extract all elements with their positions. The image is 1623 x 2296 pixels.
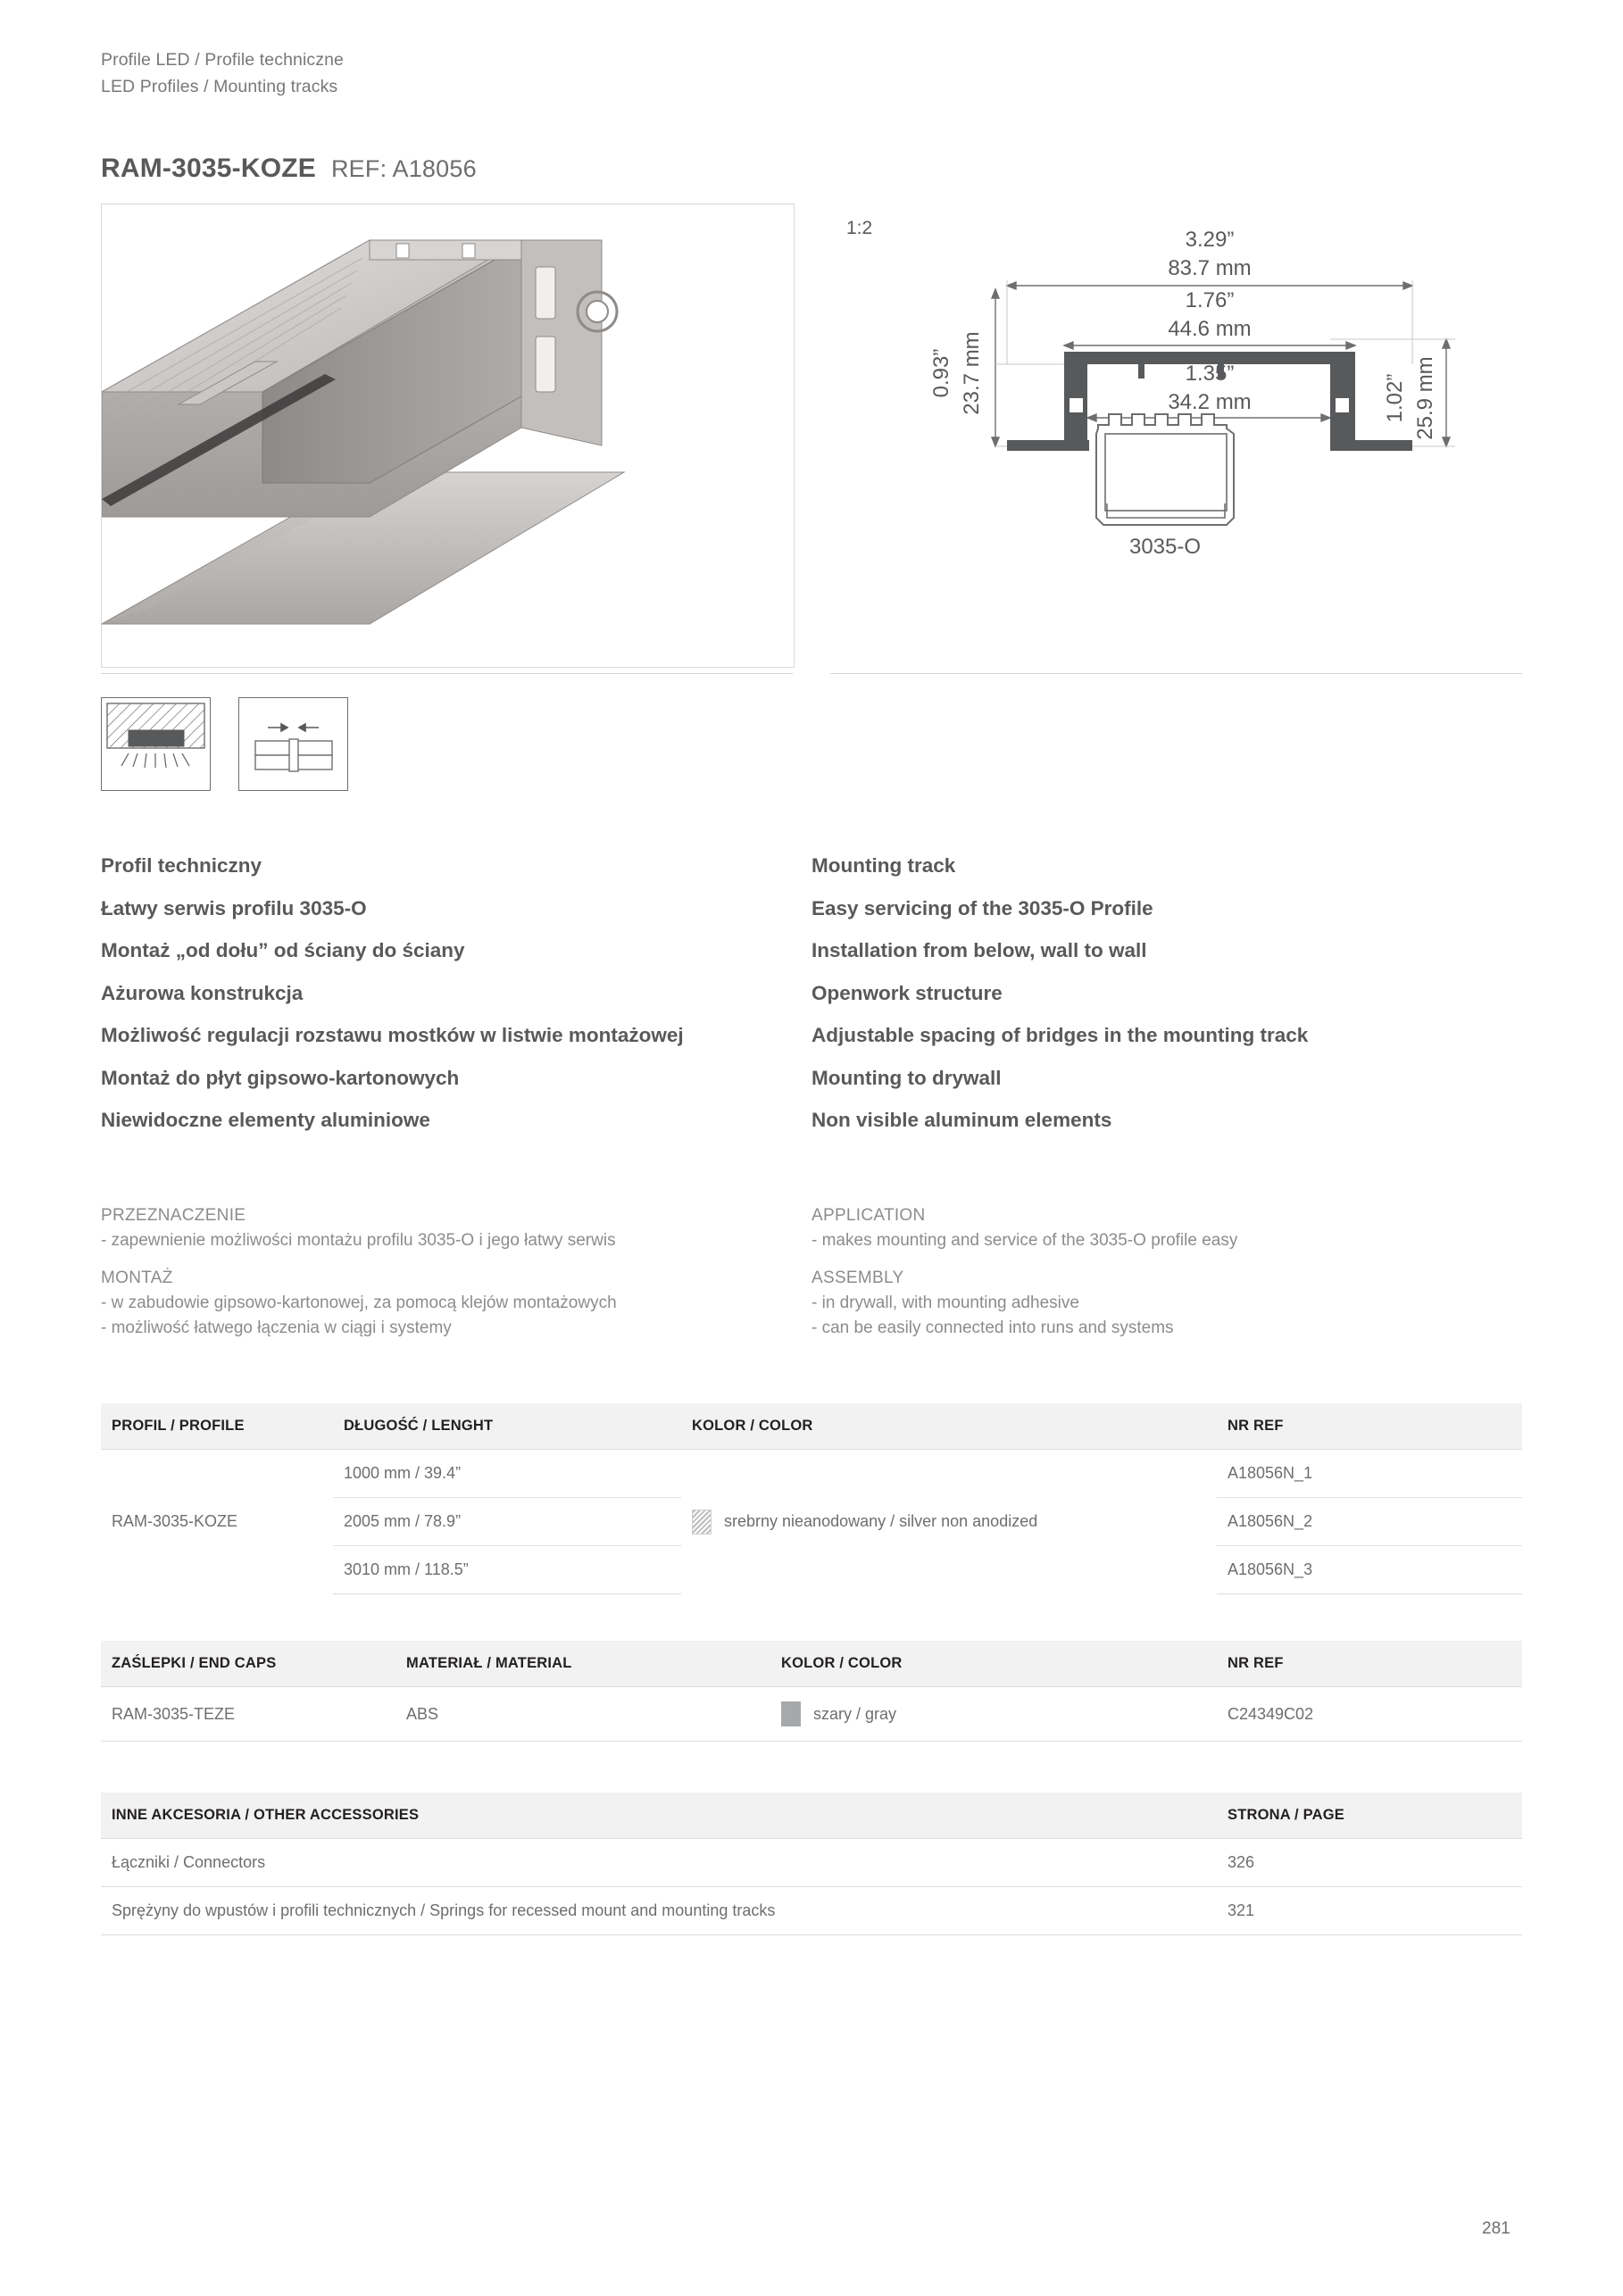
cell-endcap-name: RAM-3035-TEZE — [101, 1687, 395, 1742]
accessories-table — [101, 1793, 1522, 1935]
cell-length: 1000 mm / 39.4” — [333, 1450, 681, 1498]
dim-inner-top-mm: 44.6 mm — [1168, 317, 1252, 341]
feature-item: Mounting to drywall — [812, 1066, 1002, 1089]
description-heading: ASSEMBLY — [812, 1269, 904, 1287]
feature-item: Installation from below, wall to wall — [812, 939, 1147, 961]
breadcrumb-line-en: LED Profiles / Mounting tracks — [101, 77, 338, 96]
breadcrumb-line-pl: Profile LED / Profile techniczne — [101, 50, 344, 70]
color-label: szary / gray — [813, 1704, 897, 1723]
feature-item: Montaż „od dołu” od ściany do ściany — [101, 939, 465, 961]
table-row[interactable] — [101, 1887, 1522, 1935]
cell-ref: A18056N_3 — [1217, 1546, 1522, 1594]
pictogram-group — [101, 697, 348, 791]
color-swatch-gray — [781, 1701, 801, 1726]
dim-right-height-mm: 25.9 mm — [1413, 356, 1437, 440]
description-section — [101, 1203, 1522, 1341]
features-column-en — [812, 853, 1522, 1133]
feature-item: Łatwy serwis profilu 3035-O — [101, 896, 367, 919]
table-row — [101, 1450, 1522, 1498]
description-heading: PRZEZNACZENIE — [101, 1206, 246, 1225]
divider-right — [830, 673, 1522, 674]
product-photo-illustration — [102, 204, 794, 667]
table-header-row — [101, 1403, 1522, 1450]
feature-item: Non visible aluminum elements — [812, 1109, 1112, 1131]
column-header-ref: NR REF — [1217, 1641, 1522, 1687]
description-column-en — [812, 1203, 1522, 1341]
product-reference: REF: A18056 — [330, 155, 477, 182]
column-header-profile: PROFIL / PROFILE — [101, 1403, 333, 1450]
description-line: - can be easily connected into runs and systems — [812, 1319, 1174, 1337]
description-line: - możliwość łatwego łączenia w ciągi i systemy — [101, 1319, 452, 1337]
cell-accessory-name[interactable]: Sprężyny do wpustów i profili technicznych / Springs for recessed mount and mounting tracks — [101, 1887, 1217, 1935]
table-row — [101, 1687, 1522, 1742]
column-header-endcaps: ZAŚLEPKI / END CAPS — [101, 1641, 395, 1687]
endcaps-table — [101, 1641, 1522, 1742]
dim-right-height-inches: 1.02” — [1383, 373, 1407, 423]
drawing-scale: 1:2 — [846, 218, 873, 238]
description-heading: MONTAŻ — [101, 1269, 173, 1287]
cell-profile-name: RAM-3035-KOZE — [112, 1512, 238, 1531]
product-name: RAM-3035-KOZE — [101, 154, 316, 183]
column-header-color: KOLOR / COLOR — [770, 1641, 1217, 1687]
cell-material: ABS — [395, 1687, 770, 1742]
description-line: - in drywall, with mounting adhesive — [812, 1294, 1079, 1312]
column-header-accessories: INNE AKCESORIA / OTHER ACCESSORIES — [101, 1793, 1217, 1839]
features-section — [101, 853, 1522, 1133]
dim-width-inches: 3.29” — [1185, 228, 1235, 252]
cell-color — [681, 1450, 1217, 1594]
dim-left-height-mm: 23.7 mm — [960, 331, 984, 415]
description-line: - w zabudowie gipsowo-kartonowej, za pomocą klejów montażowych — [101, 1294, 617, 1312]
feature-item: Easy servicing of the 3035-O Profile — [812, 896, 1153, 919]
dim-inner-bottom-inches: 1.35” — [1185, 362, 1235, 386]
color-swatch-silver — [692, 1510, 712, 1535]
divider-left — [101, 673, 793, 674]
dim-left-height-inches: 0.93” — [929, 348, 953, 398]
dim-width-mm: 83.7 mm — [1168, 256, 1252, 280]
page-number: 281 — [1482, 2219, 1511, 2238]
page-title — [101, 154, 477, 184]
feature-item: Niewidoczne elementy aluminiowe — [101, 1109, 430, 1131]
feature-item: Montaż do płyt gipsowo-kartonowych — [101, 1066, 460, 1089]
description-line: - zapewnienie możliwości montażu profilu 3035-O i jego łatwy serwis — [101, 1231, 616, 1250]
column-header-length: DŁUGOŚĆ / LENGHT — [333, 1403, 681, 1450]
table-header-row — [101, 1793, 1522, 1839]
dim-inner-top-inches: 1.76” — [1185, 288, 1235, 312]
insert-label: 3035-O — [1128, 535, 1202, 559]
cell-page[interactable]: 326 — [1217, 1839, 1522, 1887]
feature-item: Ażurowa konstrukcja — [101, 981, 304, 1004]
dim-inner-bottom-mm: 34.2 mm — [1168, 390, 1252, 414]
column-header-page: STRONA / PAGE — [1217, 1793, 1522, 1839]
breadcrumb — [101, 46, 344, 100]
color-label: srebrny nieanodowany / silver non anodized — [724, 1512, 1038, 1531]
cell-ref: A18056N_2 — [1217, 1498, 1522, 1546]
column-header-ref: NR REF — [1217, 1403, 1522, 1450]
cell-ref: A18056N_1 — [1217, 1450, 1522, 1498]
cell-length: 2005 mm / 78.9” — [333, 1498, 681, 1546]
recessed-drywall-mount-icon — [101, 697, 211, 791]
feature-item: Możliwość regulacji rozstawu mostków w listwie montażowej — [101, 1024, 684, 1046]
profiles-table — [101, 1403, 1522, 1594]
cell-accessory-name[interactable]: Łączniki / Connectors — [101, 1839, 1217, 1887]
table-row[interactable] — [101, 1839, 1522, 1887]
feature-item: Openwork structure — [812, 981, 1003, 1004]
description-line: - makes mounting and service of the 3035-O profile easy — [812, 1231, 1238, 1250]
technical-drawing — [830, 204, 1522, 666]
description-heading: APPLICATION — [812, 1206, 926, 1225]
feature-item: Profil techniczny — [101, 854, 262, 877]
column-header-color: KOLOR / COLOR — [681, 1403, 1217, 1450]
cell-length: 3010 mm / 118.5” — [333, 1546, 681, 1594]
feature-item: Adjustable spacing of bridges in the mounting track — [812, 1024, 1309, 1046]
column-header-material: MATERIAŁ / MATERIAL — [395, 1641, 770, 1687]
cross-section-diagram — [830, 204, 1522, 666]
features-column-pl — [101, 853, 812, 1133]
description-column-pl — [101, 1203, 812, 1341]
table-header-row — [101, 1641, 1522, 1687]
cell-page[interactable]: 321 — [1217, 1887, 1522, 1935]
product-photo — [101, 204, 795, 668]
cell-ref: C24349C02 — [1217, 1687, 1522, 1742]
feature-item: Mounting track — [812, 854, 956, 877]
connector-joining-icon — [238, 697, 348, 791]
cell-color — [770, 1687, 1217, 1742]
